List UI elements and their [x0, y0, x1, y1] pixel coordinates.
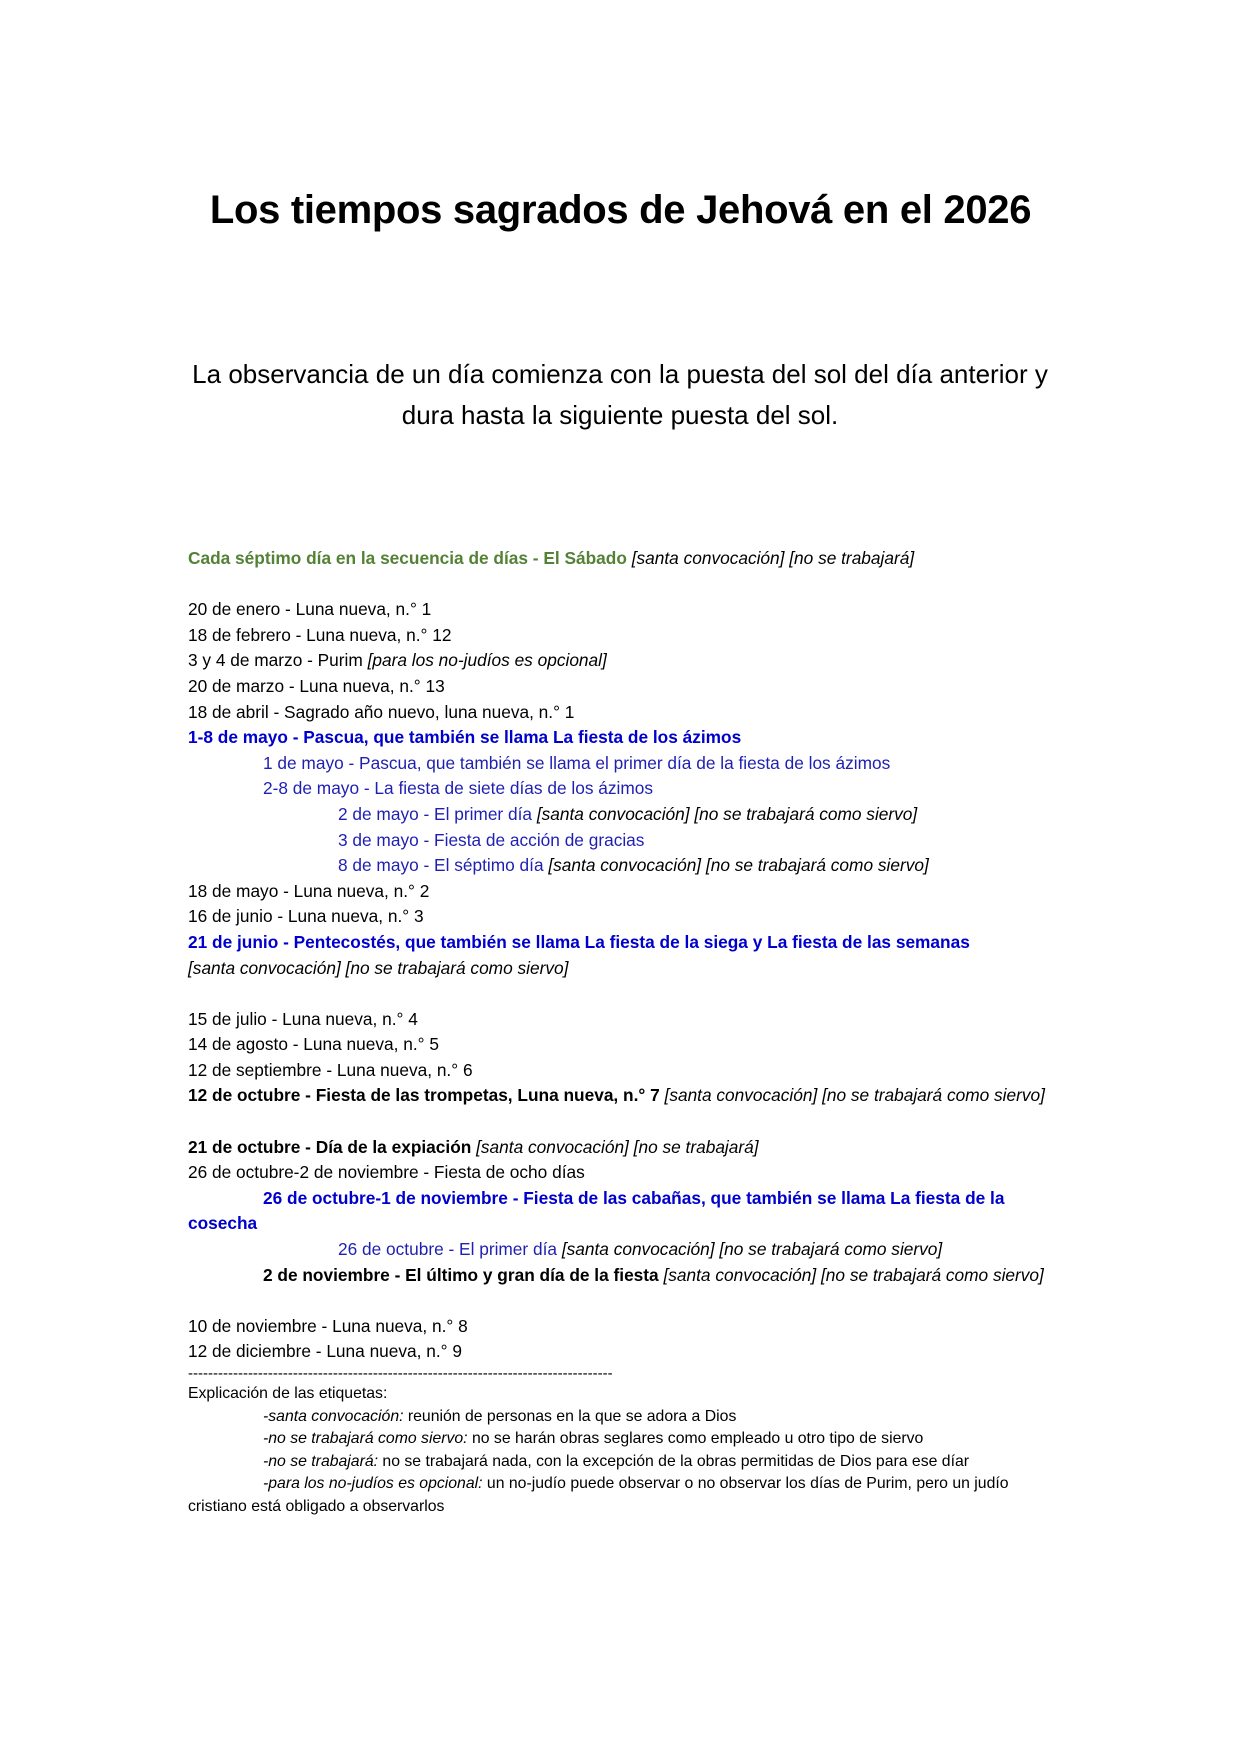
- passover-heading: 1-8 de mayo - Pascua, que también se llama La fiesta de los ázimos: [188, 727, 742, 748]
- list-item: 12 de diciembre - Luna nueva, n.° 9: [188, 1341, 462, 1362]
- sabbath-line: [188, 546, 1063, 572]
- atonement-line: 21 de octubre - Día de la expiación [santa convocación] [no se trabajará]: [188, 1136, 759, 1157]
- tabernacles-heading: 26 de octubre-1 de noviembre - Fiesta de las cabañas, que también se llama La fiesta de la cosecha: [188, 1187, 1005, 1234]
- list-item: 2 de mayo - El primer día [santa convocación] [no se trabajará como siervo]: [338, 803, 918, 824]
- list-item: 12 de septiembre - Luna nueva, n.° 6: [188, 1059, 473, 1080]
- sabbath-tags: [santa convocación] [no se trabajará]: [626, 548, 915, 568]
- calendar-content: [188, 546, 1063, 1519]
- list-item: 15 de julio - Luna nueva, n.° 4: [188, 1008, 418, 1029]
- legend-item: -para los no-judíos es opcional: un no-judío puede observar o no observar los días de Purim, pero un judío cristiano está obligado a observarlos: [188, 1475, 1009, 1515]
- sabbath-title: Cada séptimo día en la secuencia de días - El Sábado: [188, 548, 627, 568]
- pentecost-heading: 21 de junio - Pentecostés, que también se llama La fiesta de la siega y La fiesta de las semanas: [188, 931, 970, 952]
- list-item: [santa convocación] [no se trabajará como siervo]: [188, 957, 569, 978]
- legend-item: -santa convocación: reunión de personas en la que se adora a Dios: [263, 1407, 737, 1425]
- separator: -------------------------------------------------------------------------------------: [188, 1365, 613, 1382]
- subtitle: La observancia de un día comienza con la puesta del sol del día anterior y dura hasta la siguiente puesta del sol.: [192, 359, 1048, 430]
- list-item: 1 de mayo - Pascua, que también se llama el primer día de la fiesta de los ázimos: [263, 752, 891, 773]
- list-item: 14 de agosto - Luna nueva, n.° 5: [188, 1034, 439, 1055]
- legend-heading: Explicación de las etiquetas:: [188, 1385, 388, 1402]
- page-title: Los tiempos sagrados de Jehová en el 2026: [209, 188, 1032, 232]
- list-item: 8 de mayo - El séptimo día [santa convocación] [no se trabajará como siervo]: [338, 855, 929, 876]
- list-item: 3 y 4 de marzo - Purim [para los no-judíos es opcional]: [188, 650, 607, 671]
- list-item: 18 de mayo - Luna nueva, n.° 2: [188, 880, 430, 901]
- list-item: 20 de enero - Luna nueva, n.° 1: [188, 599, 432, 620]
- list-item: 16 de junio - Luna nueva, n.° 3: [188, 906, 424, 927]
- list-item: 20 de marzo - Luna nueva, n.° 13: [188, 675, 445, 696]
- list-item: 26 de octubre - El primer día [santa convocación] [no se trabajará como siervo]: [338, 1239, 943, 1260]
- list-item: 26 de octubre-2 de noviembre - Fiesta de ocho días: [188, 1162, 585, 1183]
- list-item: 2-8 de mayo - La fiesta de siete días de los ázimos: [263, 778, 653, 799]
- trumpets-line: 12 de octubre - Fiesta de las trompetas, Luna nueva, n.° 7 [santa convocación] [no se trabajará como siervo]: [188, 1085, 1045, 1106]
- list-item: 10 de noviembre - Luna nueva, n.° 8: [188, 1315, 468, 1336]
- list-item: 3 de mayo - Fiesta de acción de gracias: [338, 829, 645, 850]
- list-item: 18 de febrero - Luna nueva, n.° 12: [188, 624, 452, 645]
- legend: [188, 1383, 1063, 1519]
- last-great-day-line: 2 de noviembre - El último y gran día de la fiesta [santa convocación] [no se trabajará como siervo]: [263, 1264, 1044, 1285]
- legend-item: -no se trabajará: no se trabajará nada, con la excepción de la obras permitidas de Dios para ese díar: [263, 1452, 970, 1470]
- legend-item: -no se trabajará como siervo: no se harán obras seglares como empleado u otro tipo de siervo: [263, 1430, 924, 1448]
- list-item: 18 de abril - Sagrado año nuevo, luna nueva, n.° 1: [188, 701, 575, 722]
